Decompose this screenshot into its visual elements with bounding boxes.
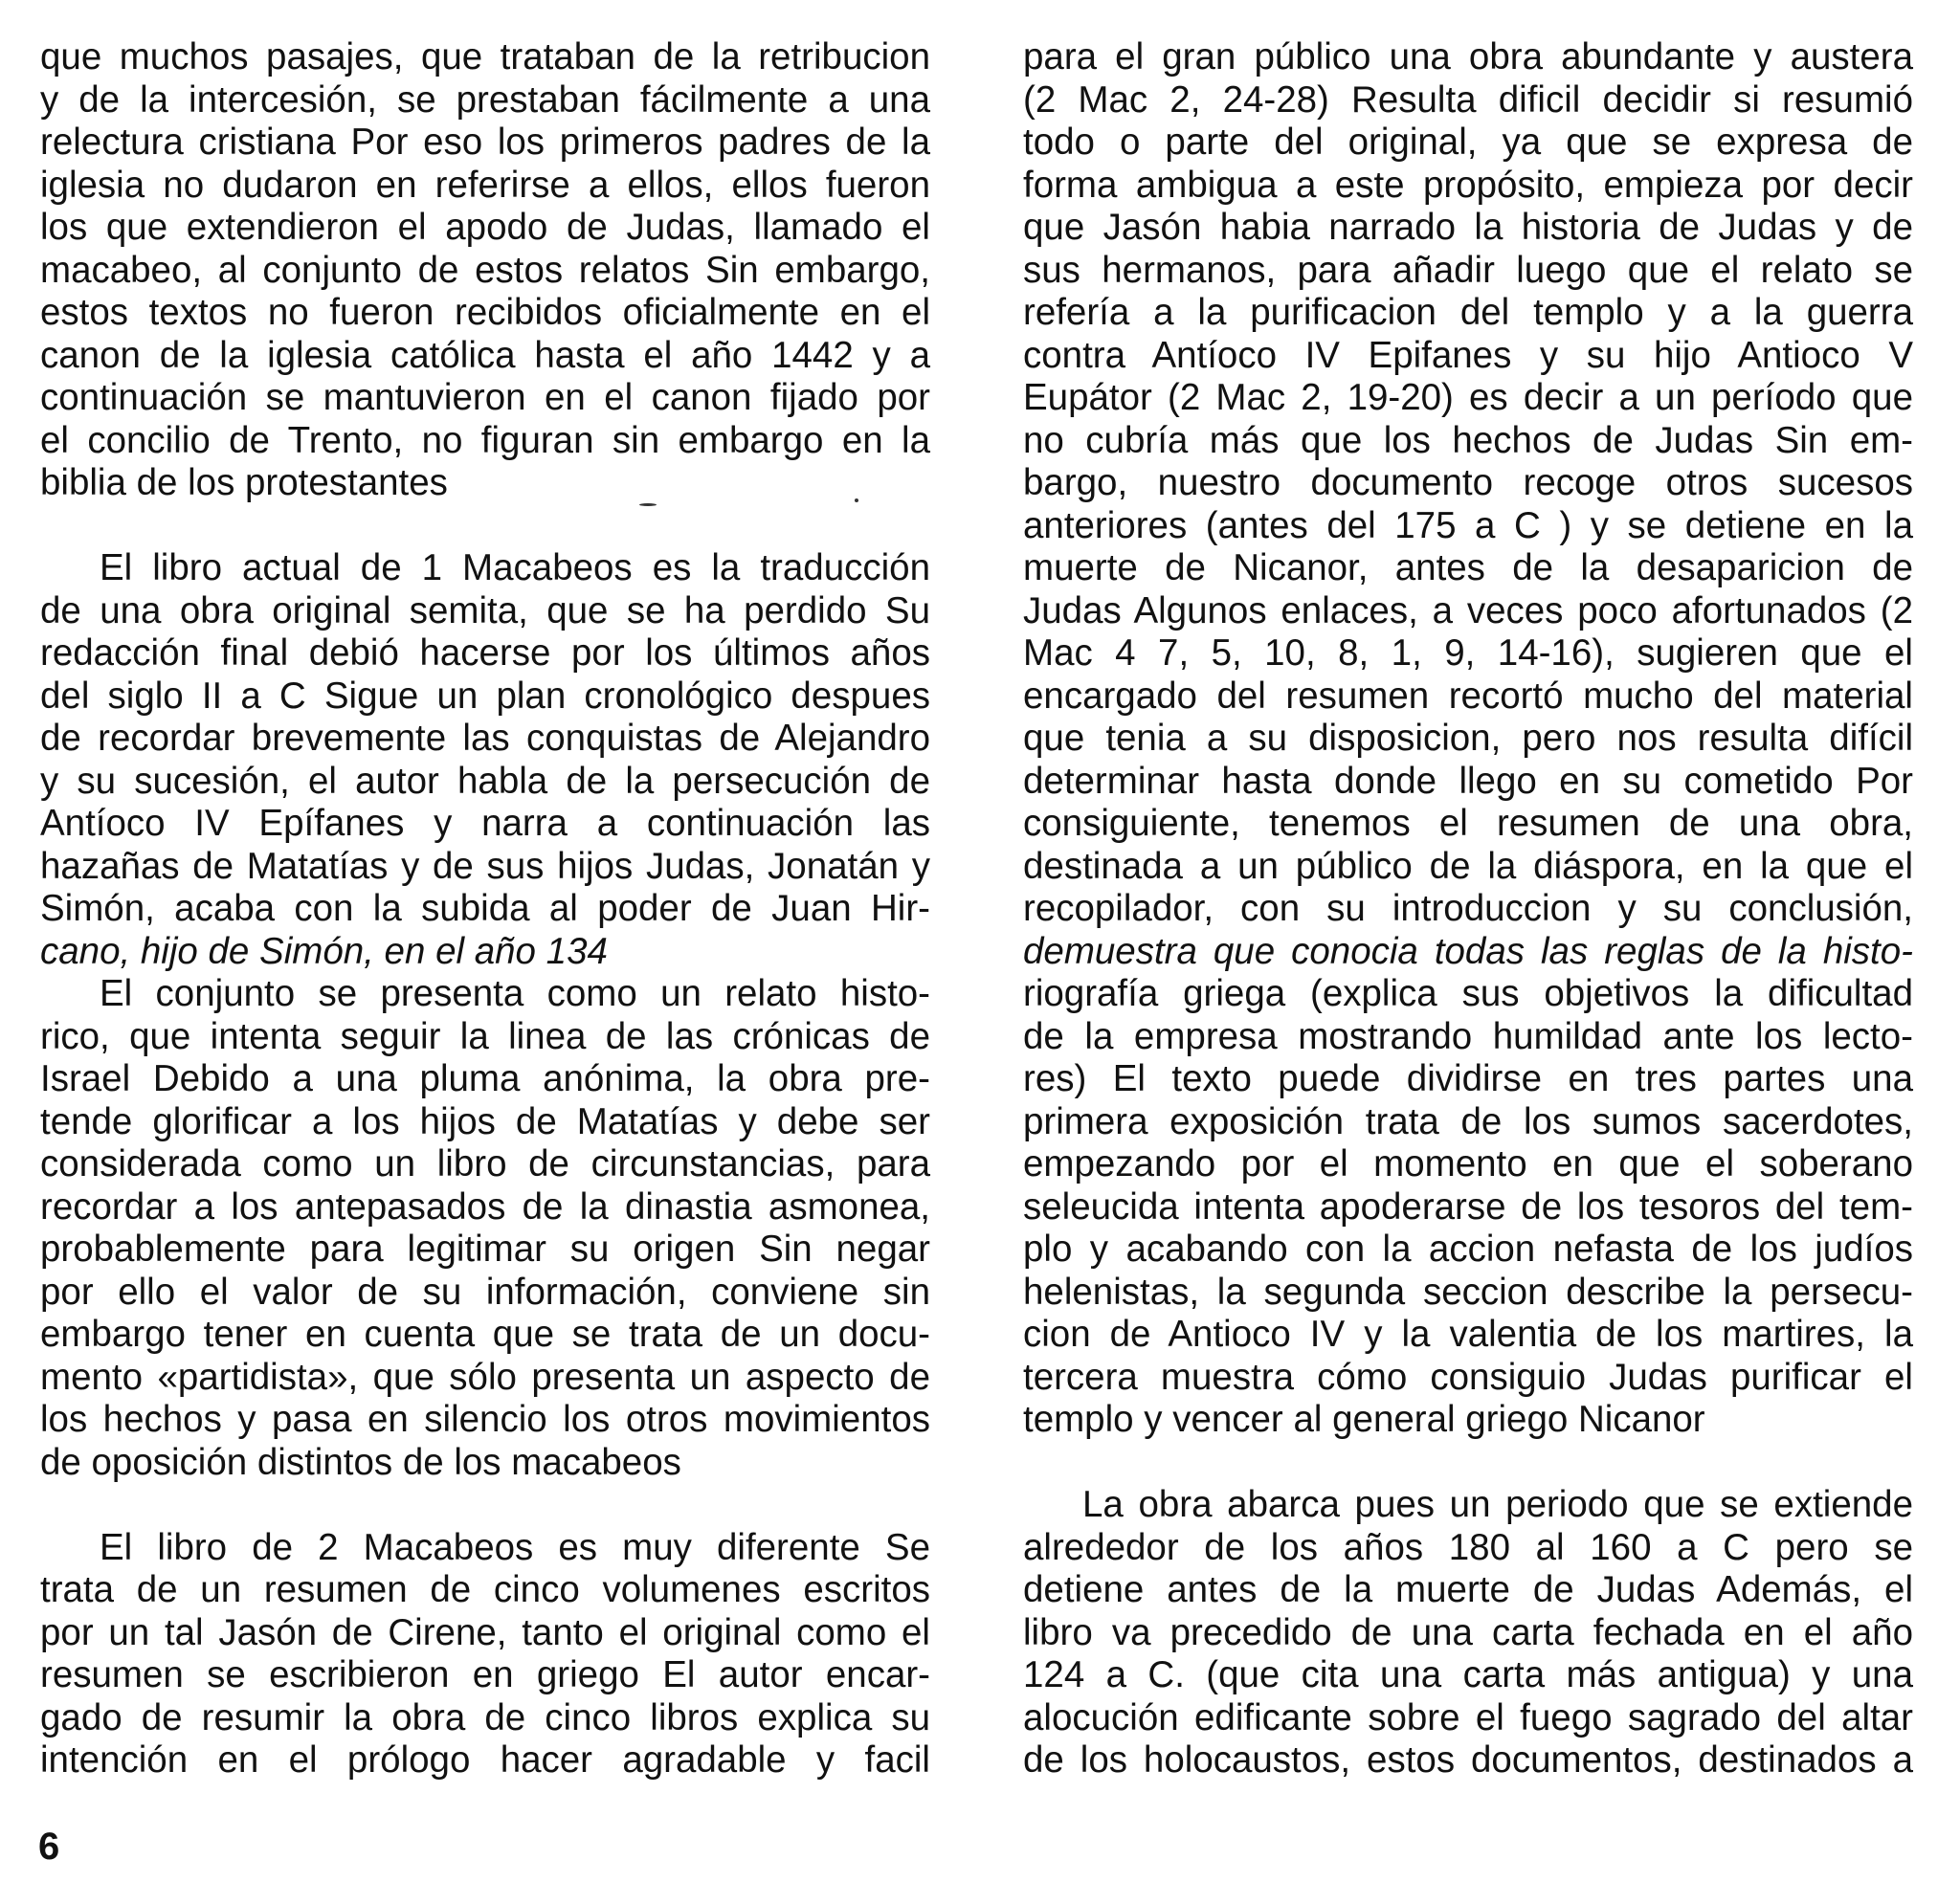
text-line: embargo tener en cuenta que se trata de un docu- (40, 1314, 930, 1355)
text-line: intención en el prólogo hacer agradable y facil (40, 1739, 930, 1781)
text-line: relectura cristiana Por eso los primeros padres de la (40, 122, 930, 163)
text-line: El libro actual de 1 Macabeos es la traducción (100, 547, 930, 588)
text-line: que tenia a su disposicion, pero nos resulta difícil (1023, 718, 1913, 759)
text-line: Eupátor (2 Mac 2, 19-20) es decir a un período que (1023, 377, 1913, 418)
text-line: que Jasón habia narrado la historia de Judas y de (1023, 207, 1913, 248)
text-line: el concilio de Trento, no figuran sin embargo en la (40, 419, 930, 461)
text-line: consiguiente, tenemos el resumen de una obra, (1023, 803, 1913, 844)
text-line: del siglo II a C Sigue un plan cronológico despues (40, 675, 930, 717)
text-line: La obra abarca pues un periodo que se extiende (1082, 1484, 1913, 1525)
text-line: los que extendieron el apodo de Judas, llamado el (40, 207, 930, 248)
text-line: por ello el valor de su información, conviene sin (40, 1271, 930, 1313)
text-line: canon de la iglesia católica hasta el año 1442 y a (40, 334, 930, 376)
text-line: demuestra que conocia todas las reglas de la histo- (1023, 930, 1913, 972)
text-line: res) El texto puede dividirse en tres partes una (1023, 1058, 1913, 1099)
text-line: helenistas, la segunda seccion describe la persecu- (1023, 1271, 1913, 1313)
text-line: destinada a un público de la diáspora, en la que el (1023, 845, 1913, 887)
text-line: gado de resumir la obra de cinco libros explica su (40, 1696, 930, 1738)
text-line: biblia de los protestantes (40, 462, 448, 503)
text-line: Mac 4 7, 5, 10, 8, 1, 9, 14-16), sugieren que el (1023, 632, 1913, 674)
text-line: primera exposición trata de los sumos sacerdotes, (1023, 1100, 1913, 1142)
text-line: de la empresa mostrando humildad ante los lecto- (1023, 1015, 1913, 1057)
text-line: macabeo, al conjunto de estos relatos Sin embargo, (40, 249, 930, 291)
text-line: empezando por el momento en que el soberano (1023, 1143, 1913, 1185)
text-line: Judas Algunos enlaces, a veces poco afortunados (2 (1023, 589, 1913, 631)
text-line: mento «partidista», que sólo presenta un aspecto de (40, 1356, 930, 1398)
text-line: estos textos no fueron recibidos oficialmente en el (40, 292, 930, 333)
text-line: Simón, acaba con la subida al poder de Juan Hir- (40, 888, 930, 929)
text-line: iglesia no dudaron en referirse a ellos, ellos fueron (40, 164, 930, 206)
text-line: tende glorificar a los hijos de Matatías y debe ser (40, 1100, 930, 1142)
text-line: alrededor de los años 180 al 160 a C pero se (1023, 1526, 1913, 1568)
text-line: Israel Debido a una pluma anónima, la obra pre- (40, 1058, 930, 1099)
text-line: para el gran público una obra abundante y austera (1023, 36, 1913, 77)
text-line: que muchos pasajes, que trataban de la retribucion (40, 36, 930, 77)
text-line: contra Antíoco IV Epifanes y su hijo Antioco V (1023, 334, 1913, 376)
text-line: los hechos y pasa en silencio los otros movimientos (40, 1399, 930, 1440)
text-line: forma ambigua a este propósito, empieza por decir (1023, 164, 1913, 206)
text-line: cion de Antioco IV y la valentia de los martires, la (1023, 1314, 1913, 1355)
text-line: resumen se escribieron en griego El autor encar- (40, 1654, 930, 1695)
text-line: todo o parte del original, ya que se expresa de (1023, 122, 1913, 163)
text-line: plo y acabando con la accion nefasta de los judíos (1023, 1229, 1913, 1270)
text-line: por un tal Jasón de Cirene, tanto el original como el (40, 1611, 930, 1653)
paragraph-gap (1023, 1442, 1913, 1485)
text-line: considerada como un libro de circunstancias, para (40, 1143, 930, 1185)
text-line: seleucida intenta apoderarse de los tesoros del tem- (1023, 1185, 1913, 1228)
text-line: continuación se mantuvieron en el canon fijado por (40, 377, 930, 418)
text-line: y su sucesión, el autor habla de la persecución de (40, 760, 930, 802)
text-line: anteriores (antes del 175 a C ) y se detiene en la (1023, 504, 1913, 546)
text-line: rico, que intenta seguir la linea de las crónicas de (40, 1015, 930, 1057)
paragraph-gap (40, 1484, 930, 1527)
paragraph-gap (40, 505, 930, 548)
text-line: y de la intercesión, se prestaban fácilmente a una (40, 78, 930, 121)
text-line: muerte de Nicanor, antes de la desaparicion de (1023, 547, 1913, 588)
text-line: 124 a C. (que cita una carta más antigua) y una (1023, 1654, 1913, 1695)
text-line: redacción final debió hacerse por los últimos años (40, 632, 930, 674)
page-number: 6 (38, 1826, 60, 1868)
right-column (1023, 36, 1913, 1782)
text-line: de recordar brevemente las conquistas de Alejandro (40, 718, 930, 759)
text-line: (2 Mac 2, 24-28) Resulta dificil decidir si resumió (1023, 78, 1913, 121)
scan-speck (639, 503, 657, 506)
text-line: probablemente para legitimar su origen Sin negar (40, 1229, 930, 1270)
left-column (40, 36, 930, 1782)
text-line: sus hermanos, para añadir luego que el relato se (1023, 249, 1913, 291)
text-line: de los holocaustos, estos documentos, destinados a (1023, 1739, 1913, 1781)
text-line: alocución edificante sobre el fuego sagrado del altar (1023, 1696, 1913, 1738)
text-line: detiene antes de la muerte de Judas Además, el (1023, 1569, 1913, 1610)
text-line: trata de un resumen de cinco volumenes escritos (40, 1569, 930, 1610)
text-line: El libro de 2 Macabeos es muy diferente Se (100, 1526, 930, 1568)
text-line: templo y vencer al general griego Nicanor (1023, 1399, 1705, 1440)
text-line: no cubría más que los hechos de Judas Sin em- (1023, 419, 1913, 461)
text-line: hazañas de Matatías y de sus hijos Judas, Jonatán y (40, 845, 930, 887)
text-line: de una obra original semita, que se ha perdido Su (40, 589, 930, 631)
text-line: bargo, nuestro documento recoge otros sucesos (1023, 462, 1913, 503)
text-line: recordar a los antepasados de la dinastia asmonea, (40, 1185, 930, 1228)
scan-speck (855, 498, 858, 502)
text-line: recopilador, con su introduccion y su conclusión, (1023, 888, 1913, 929)
text-line: de oposición distintos de los macabeos (40, 1441, 681, 1483)
text-line: refería a la purificacion del templo y a la guerra (1023, 292, 1913, 333)
text-line: encargado del resumen recortó mucho del material (1023, 675, 1913, 717)
text-line: riografía griega (explica sus objetivos la dificultad (1023, 973, 1913, 1014)
text-line: El conjunto se presenta como un relato histo- (100, 973, 930, 1014)
text-line: tercera muestra cómo consiguio Judas purificar el (1023, 1356, 1913, 1398)
text-line: libro va precedido de una carta fechada en el año (1023, 1611, 1913, 1653)
text-line: determinar hasta donde llego en su cometido Por (1023, 760, 1913, 802)
text-line: Antíoco IV Epífanes y narra a continuación las (40, 803, 930, 844)
text-line: cano, hijo de Simón, en el año 134 (40, 930, 608, 972)
